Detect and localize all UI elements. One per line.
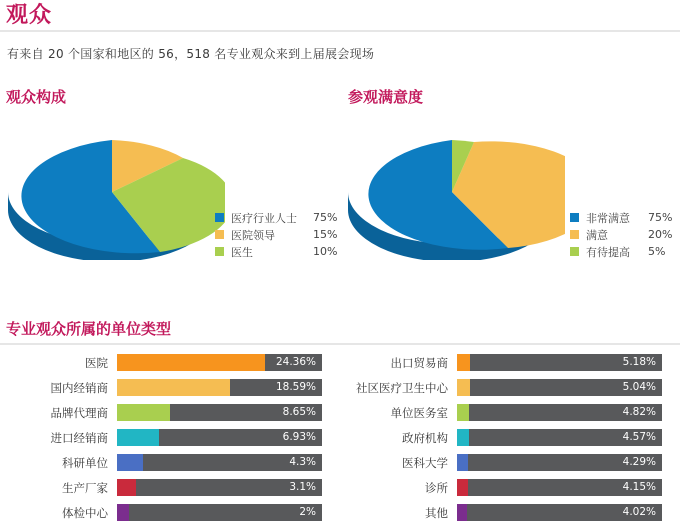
legend-item (215, 226, 353, 243)
bar-track (117, 454, 322, 471)
bar-fill (457, 479, 468, 496)
bar-row (340, 475, 662, 500)
bar-label: 其他 (425, 505, 448, 520)
legend-item (215, 243, 353, 260)
legend-label: 有待提高 (586, 245, 630, 259)
bar-row (340, 375, 662, 400)
bar-track (457, 354, 662, 371)
bar-value: 24.36% (275, 356, 316, 368)
legend-swatch-icon (570, 213, 579, 222)
bar-row (0, 475, 322, 500)
legend-value: 5% (648, 245, 666, 258)
bar-track (457, 429, 662, 446)
legend-audience-composition (215, 209, 353, 260)
pie-svg-1 (0, 110, 225, 260)
bar-track (117, 379, 322, 396)
bar-fill (117, 404, 170, 421)
bar-fill (457, 504, 467, 521)
bar-value: 4.15% (622, 481, 656, 493)
bar-label: 体检中心 (62, 505, 108, 520)
bar-fill (457, 429, 469, 446)
bar-track (117, 504, 322, 521)
legend-value: 10% (313, 245, 338, 258)
bar-label: 出口贸易商 (390, 355, 448, 370)
bar-value: 3.1% (289, 481, 316, 493)
legend-value: 75% (648, 211, 673, 224)
bar-fill (457, 404, 469, 421)
bar-value: 4.29% (622, 456, 656, 468)
bar-track (457, 454, 662, 471)
legend-label: 满意 (586, 228, 608, 242)
pie-svg-2 (340, 110, 565, 260)
page-title: 观众 (6, 3, 53, 28)
bar-row (0, 450, 322, 475)
legend-swatch-icon (215, 230, 224, 239)
intro-text: 有来自 20 个国家和地区的 56，518 名专业观众来到上届展会现场 (7, 47, 375, 61)
bar-track (117, 354, 322, 371)
legend-swatch-icon (215, 213, 224, 222)
bar-fill (117, 479, 136, 496)
bar-value: 4.3% (289, 456, 316, 468)
bar-track (457, 479, 662, 496)
legend-swatch-icon (215, 247, 224, 256)
bar-label: 单位医务室 (390, 405, 448, 420)
legend-satisfaction (570, 209, 680, 260)
bar-fill (117, 429, 159, 446)
bar-label: 社区医疗卫生中心 (356, 380, 448, 395)
bar-fill (457, 454, 468, 471)
bar-value: 5.18% (622, 356, 656, 368)
bar-label: 国内经销商 (50, 380, 108, 395)
legend-label: 医院领导 (231, 228, 275, 242)
bar-label: 进口经销商 (50, 430, 108, 445)
legend-item (570, 243, 680, 260)
legend-value: 20% (648, 228, 673, 241)
bar-column-right (340, 350, 662, 525)
bars-divider (0, 343, 680, 345)
pie-chart-satisfaction (340, 110, 565, 260)
bar-value: 4.82% (622, 406, 656, 418)
bar-row (340, 400, 662, 425)
chart-title-satisfaction: 参观满意度 (348, 88, 424, 106)
bar-value: 8.65% (282, 406, 316, 418)
bar-fill (117, 379, 230, 396)
chart-title-unit-types: 专业观众所属的单位类型 (6, 320, 172, 338)
legend-swatch-icon (570, 247, 579, 256)
bar-row (0, 375, 322, 400)
bar-fill (457, 354, 470, 371)
bar-label: 科研单位 (62, 455, 108, 470)
bar-row (340, 450, 662, 475)
bar-row (0, 500, 322, 525)
bar-row (0, 425, 322, 450)
bar-fill (117, 354, 265, 371)
legend-value: 75% (313, 211, 338, 224)
bar-row (0, 400, 322, 425)
bar-value: 5.04% (622, 381, 656, 393)
legend-item (570, 226, 680, 243)
title-divider (0, 30, 680, 32)
bar-label: 政府机构 (402, 430, 448, 445)
legend-swatch-icon (570, 230, 579, 239)
bar-track (457, 504, 662, 521)
bar-row (340, 425, 662, 450)
legend-label: 非常满意 (586, 211, 630, 225)
bar-fill (117, 454, 143, 471)
bar-track (457, 379, 662, 396)
bar-row (340, 350, 662, 375)
bar-value: 18.59% (275, 381, 316, 393)
bar-label: 诊所 (425, 480, 448, 495)
bar-row (0, 350, 322, 375)
legend-item (570, 209, 680, 226)
bar-label: 医院 (85, 355, 108, 370)
bar-value: 4.57% (622, 431, 656, 443)
bar-value: 2% (299, 506, 316, 518)
bar-label: 医科大学 (402, 455, 448, 470)
bar-column-left (0, 350, 322, 525)
bar-track (117, 404, 322, 421)
legend-value: 15% (313, 228, 338, 241)
bar-label: 品牌代理商 (50, 405, 108, 420)
bar-track (457, 404, 662, 421)
bar-label: 生产厂家 (62, 480, 108, 495)
legend-item (215, 209, 353, 226)
legend-label: 医生 (231, 245, 253, 259)
bar-fill (457, 379, 470, 396)
bar-fill (117, 504, 129, 521)
bar-track (117, 479, 322, 496)
legend-label: 医疗行业人士 (231, 211, 297, 225)
bar-track (117, 429, 322, 446)
bar-value: 6.93% (282, 431, 316, 443)
bar-value: 4.02% (622, 506, 656, 518)
bar-row (340, 500, 662, 525)
pie-chart-audience-composition (0, 110, 225, 260)
chart-title-audience-composition: 观众构成 (6, 88, 67, 106)
